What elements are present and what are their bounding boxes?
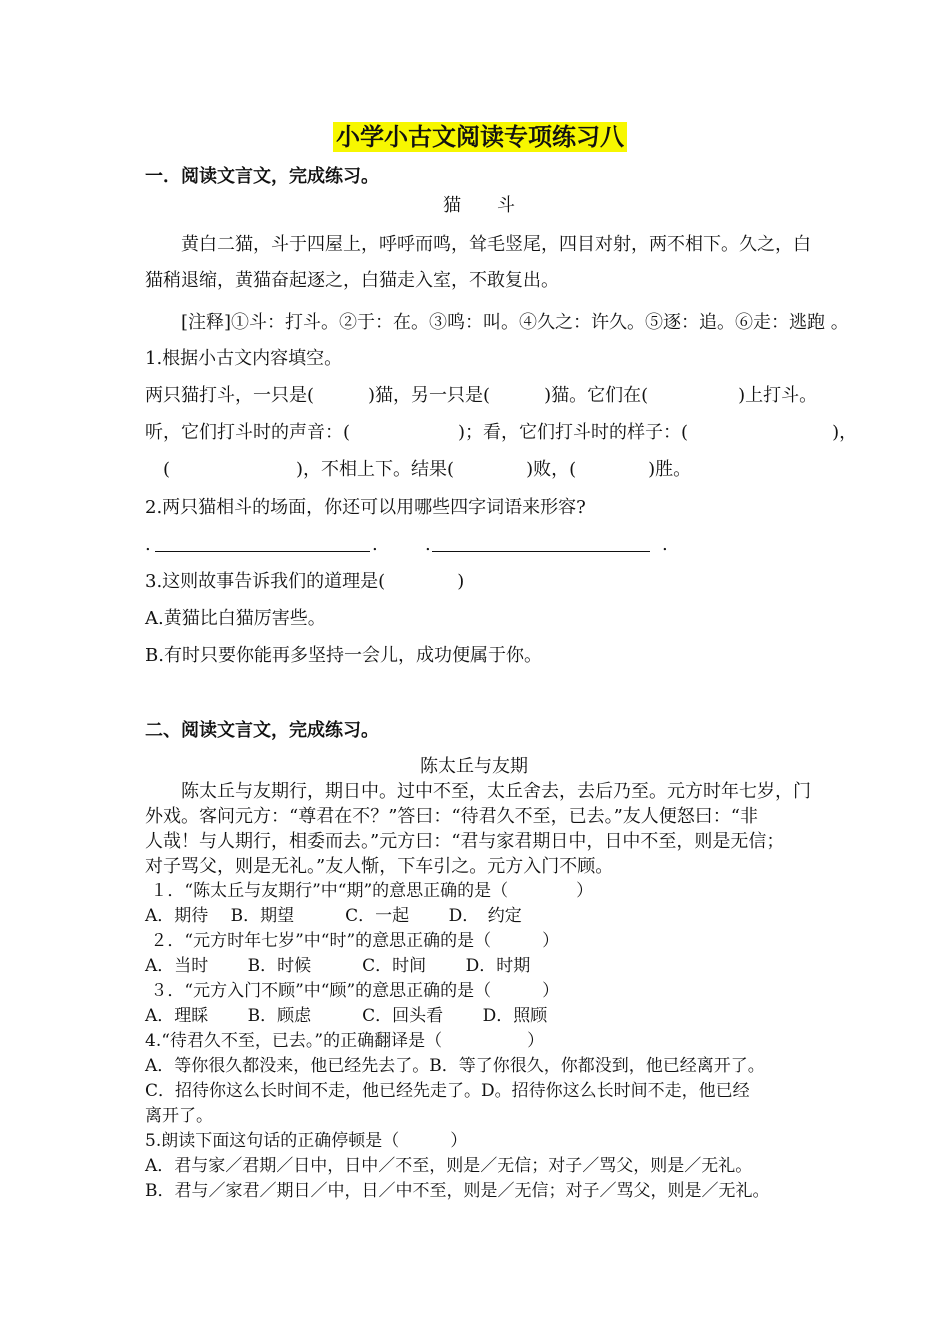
section2-q2: ２．“元方时年七岁”中“时”的意思正确的是（ ） [145,931,560,951]
section1-passage-line-2: 猫稍退缩，黄猫奋起逐之，白猫走入室，不敢复出。 [145,270,559,291]
section2-story-title: 陈太丘与友期 [420,756,528,777]
section2-q5: 5.朗读下面这句话的正确停顿是（ ） [145,1131,468,1151]
section1-notes: [注释]①斗：打斗。②于：在。③鸣：叫。④久之：许久。⑤逐：追。⑥走：逃跑 。 [145,312,849,333]
section1-q3-option-a: A.黄猫比白猫厉害些。 [145,608,326,629]
section1-q1-line2: 听，它们打斗时的声音：( )；看，它们打斗时的样子：( )， [145,422,858,443]
section1-passage-line-1: 黄白二猫，斗于四屋上，呼呼而鸣，耸毛竖尾，四目对射，两不相下。久之，白 [145,234,811,255]
answer-dot-1: . [145,534,151,555]
section2-q5-option-a: A．君与家／君期／日中，日中／不至，则是／无信；对子／骂父，则是／无礼。 [145,1156,753,1176]
section2-passage-line-1: 陈太丘与友期行，期日中。过中不至，太丘舍去，去后乃至。元方时年七岁，门 [145,781,811,802]
section2-q1: １．“陈太丘与友期行”中“期”的意思正确的是（ ） [145,881,594,901]
section2-q3: ３．“元方入门不顾”中“顾”的意思正确的是（ ） [145,981,560,1001]
section2-passage-line-2: 外戏。客问元方：“尊君在不？”答曰：“待君久不至，已去。”友人便怒曰：“非 [145,806,759,827]
section2-heading: 二、阅读文言文，完成练习。 [145,720,379,741]
section1-q1-line1: 两只猫打斗，一只是( )猫，另一只是( )猫。它们在( )上打斗。 [145,385,818,406]
section2-passage-line-4: 对子骂父，则是无礼。”友人惭，下车引之。元方入门不顾。 [145,856,614,877]
section2-q4-options-cd-cont: 离开了。 [145,1106,213,1126]
section1-q3-option-b: B.有时只要你能再多坚持一会儿，成功便属于你。 [145,645,542,666]
answer-dot-2: . [372,534,378,555]
section2-q3-options: A．理睬 B．顾虑 C．回头看 D．照顾 [145,1006,548,1026]
section2-q1-options: A．期待 B．期望 C．一起 D． 约定 [145,906,522,926]
page-title: 小学小古文阅读专项练习八 [333,122,627,152]
section1-q1-line3: ( )，不相上下。结果( )败，( )胜。 [145,459,692,480]
section2-passage-line-3: 人哉！与人期行，相委而去。”元方曰：“君与家君期日中，日中不至，则是无信； [145,831,785,852]
section1-q1: 1.根据小古文内容填空。 [145,348,343,369]
section2-q2-options: A．当时 B．时候 C．时间 D．时期 [145,956,531,976]
section2-q4-options-cd: C．招待你这么长时间不走，他已经先走了。D。招待你这么长时间不走，他已经 [145,1081,750,1101]
section1-q2: 2.两只猫相斗的场面，你还可以用哪些四字词语来形容? [145,497,586,518]
section2-q4: 4.“待君久不至，已去。”的正确翻译是（ ） [145,1031,545,1051]
answer-line-1[interactable] [155,551,370,552]
section2-q5-option-b: B．君与／家君／期日／中，日／中不至，则是／无信；对子／骂父，则是／无礼。 [145,1181,770,1201]
answer-line-2[interactable] [432,551,650,552]
answer-dot-3: . [425,534,431,555]
answer-dot-4: . [662,534,668,555]
section1-story-title: 猫 斗 [443,195,515,216]
section1-heading: 一．阅读文言文，完成练习。 [145,166,379,187]
section2-q4-options-ab: A．等你很久都没来，他已经先去了。B．等了你很久，你都没到，他已经离开了。 [145,1056,765,1076]
section1-q3: 3.这则故事告诉我们的道理是( ) [145,571,465,592]
